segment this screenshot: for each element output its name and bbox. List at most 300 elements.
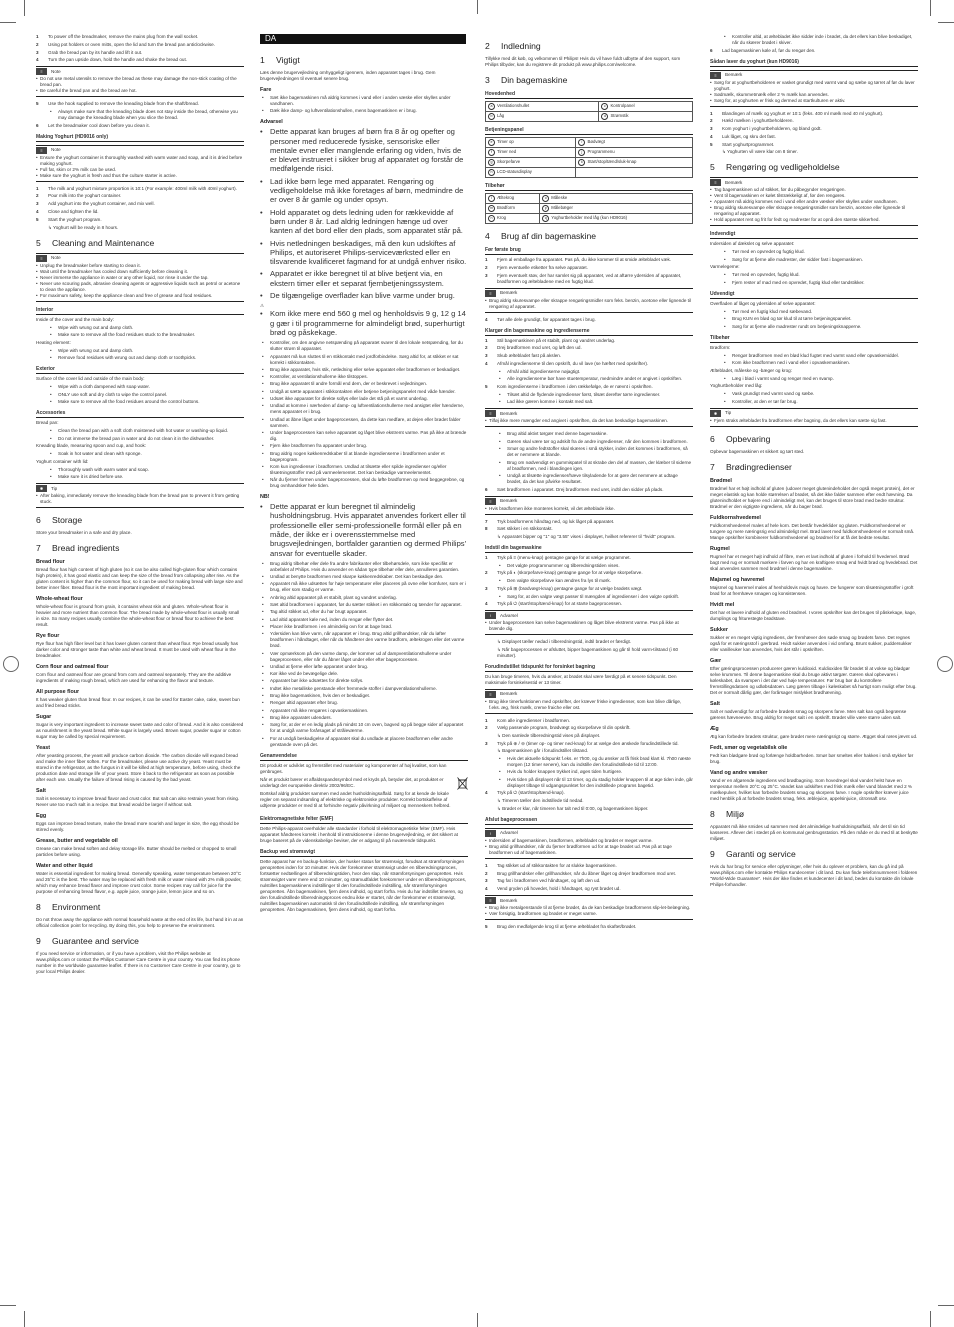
- part-name: Programmenu: [587, 149, 615, 154]
- note-item: • Sørg for at yoghurtbeholderen er vasket grundigt med varmt vand og sæbe og tørret af før du laver yoghurt.: [710, 80, 918, 92]
- step-number: 3: [36, 49, 39, 55]
- paragraph: Heating element:: [36, 339, 71, 345]
- arrow-icon: ↳: [497, 798, 503, 804]
- bullet-item: • Make sure to remove all the food residues stuck to the breadmaker.: [36, 332, 244, 338]
- part-name: Skorpefarve: [497, 159, 521, 164]
- step-number: 4: [485, 886, 488, 892]
- bullet-item: • Vær opmærksom på den varme damp, der kommer ud af dampventilationshullerne under bageprocessen, eller når du åbner låget under eller efter bageprocessen.: [260, 651, 468, 663]
- bullet-item: • Sørg for at fjerne alle madrester rundt om betjeningsknapperne.: [710, 324, 918, 330]
- step-number: 6: [36, 122, 39, 128]
- ingredient-text: Sukker er en meget vigtig ingrediens, der fremhæver den søde smag og brødets farve. Det regnes også for et næringsstof i gærbrød. Hvidt sukker anvendes i vid omfang. Brunt sukker, puddersukker eller vanilleuker kan anvendes, hvis det står i opskriften.: [710, 634, 912, 652]
- ingredient-heading: Rye flour: [36, 633, 60, 640]
- note-icon: ≡: [36, 68, 47, 75]
- part-name: Æltekrog: [497, 195, 515, 200]
- part-name: Måleske: [551, 195, 568, 200]
- step-number: 3: [710, 126, 713, 132]
- note-item: • Sødmælk, skummetmælk eller 2 % mælk kan anvendes.: [710, 92, 918, 98]
- section-heading-text: Guarantee and service: [52, 936, 139, 947]
- step-text: Brug den medfølgende krog til at fjerne æltebladet fra skaftet/brødet.: [497, 924, 637, 930]
- english-column: [36, 34, 244, 977]
- note-item: • Be careful the bread pan and the bread are hot.: [36, 88, 244, 94]
- note-item: • Apparatet må aldrig kommes ned i vand eller andre væsker eller skylles under vandhanen.: [710, 199, 918, 205]
- bullet-item: • Remove food residues with wrung out and damp cloth or toothpicks.: [36, 355, 244, 361]
- parts-table: [485, 193, 693, 224]
- section-heading-text: Din bagemaskine: [501, 75, 568, 85]
- step-text: Close and tighten the lid.: [48, 209, 99, 215]
- note-icon: ≡: [710, 72, 721, 79]
- arrow-icon: ↳: [497, 805, 503, 811]
- result-text: Når bageprocessen er afsluttet, bipper bagemaskinen og går til hold varm-tilstand (i 60 minutter).: [497, 646, 679, 658]
- bullet-item: • Rengør altid apparatet efter brug.: [260, 700, 468, 706]
- step-number: 4: [485, 360, 488, 366]
- bullet-item: • Brug KUN en blød og tør klud til at tørre betjeningspanelet.: [710, 316, 918, 322]
- bullet-item: • Fjern ikke brødformen fra apparatet under brug.: [260, 443, 468, 449]
- yoghurt-heading: Sådan laver du yoghurt (kun HD9016): [710, 59, 918, 67]
- part-name: Krog: [497, 215, 507, 220]
- section-heading-number: 4: [485, 231, 490, 241]
- step-number: 6: [710, 47, 713, 53]
- paragraph: Æltebladet, måleske og -bæger og krog:: [710, 367, 792, 373]
- section-heading: Hovedenhed: [485, 91, 693, 99]
- step-text: Tryk på ⊕ / ⊖ (timer op- og timer ned-knap) for at vælge den ønskede forudindstillede tid.: [497, 740, 679, 746]
- note-box: [36, 145, 244, 182]
- bullet-item: • Alle ingredienserne bør have stuetemperatur, medmindre andet er angivet i opskriften.: [485, 376, 693, 382]
- parts-cell: [486, 194, 540, 204]
- recycling-heading: Genanvendelse: [260, 753, 468, 761]
- ingredient-text: Sugar is very important ingredient to increase sweet taste and color of bread. And it is also considered as nourishment in the yeast bread. White sugar is largely used. Brown sugar, powder sugar or cotton sugar may be called by special requirement.: [36, 722, 244, 740]
- note-item: • Ensure the yoghurt container is thoroughly washed with warm water and soap, and it is dried before making yoghurt.: [36, 155, 244, 167]
- note-box: [710, 177, 918, 226]
- note-item: • Vær forsigtig, brødformen og brødet er meget varme.: [485, 911, 693, 917]
- step-number: 1: [485, 717, 488, 723]
- ingredient-text: Salt is necessary to improve bread flavor and crust color. But salt can also restrain yeast from rising. Never use too much salt in a recipe. But bread would be larger if without salt.: [36, 796, 240, 808]
- bullet-item: • ONLY use soft and dry cloth to wipe the control panel.: [36, 392, 244, 398]
- section-heading-text: Indledning: [501, 41, 541, 51]
- bullet-item: • For at undgå beskadigelse af apparatet skal du undlade at placere brødformen eller andre genstande oven på det.: [260, 736, 468, 748]
- parts-cell: [486, 204, 540, 214]
- crop-mark: [0, 22, 16, 23]
- step-number: 2: [485, 570, 488, 576]
- ingredient-heading: Fedt, smør og vegetabilsk olie: [710, 744, 788, 751]
- note-item: • Brug aldrig skuresvampe eller skrappe rengøringsmidler som feks. benzin, acetone eller lignende til rengøring af apparatet.: [485, 298, 693, 310]
- part-letter: q: [542, 215, 549, 222]
- numbered-step: [485, 886, 693, 892]
- part-letter: o: [542, 195, 549, 202]
- part-letter: f: [488, 149, 495, 156]
- paragraph: Indersiden af dækslet og selve apparatet:: [710, 241, 795, 247]
- bullet-item: • Gæren skal være tør og adskilt fra de andre ingredienser, når den kommes i brødformen.: [485, 439, 693, 445]
- numbered-step: [710, 126, 918, 132]
- bullet-item: • Hvis det aktuelle tidspunkt f.eks. er 7h00, og du ønsker at få frisk brød klart kl. 7h00 næste morgen (12 timer senere), kan du indstille den forudindstillede tid til 12:00.: [485, 756, 693, 768]
- ingredient-text: Det har et lavere indhold af gluten end brødmel. I vores opskrifter kan det bruges til påskekage, kage, dumplings og friturestegte brødstave.: [710, 609, 917, 621]
- paragraph: Opbevar bagemaskinen et sikkert og tørt sted.: [710, 448, 805, 454]
- numbered-step: [485, 353, 693, 359]
- part-name: Timer ned: [497, 149, 517, 154]
- bullet-item: • Wipe with a cloth dampened with soap water.: [36, 384, 244, 390]
- step-number: 4: [485, 790, 488, 796]
- bullet-item: • Lad altid apparatet køle ned, inden du rengør eller flytter det.: [260, 617, 468, 623]
- step-number: 6: [485, 486, 488, 492]
- section-heading: Klargør din bagemaskine og ingredienserne: [485, 328, 693, 336]
- step-text: Hæld mælken i yoghurtbeholderen.: [722, 118, 794, 124]
- note-item: • Tilføj ikke mere mængder end angivet i opskriften, da det kan beskadige bagemaskinen.: [485, 418, 693, 424]
- ingredient-text: Fuldkornshvedemel males af hele korn. Det består hvedeklider og gluten. Fuldkornshvedemel er tungere og mere næringsrig end almindeligt mel. Brød lavet med fuldkornshvedemel er normalt små. Mange opskrifter kombinerer fuldkornshvedemel og brødmel for at få det bedste resultat.: [710, 522, 915, 540]
- note-header: [710, 72, 918, 79]
- result-text: Displayet tæller nedad i tilberedningstid, indtil brødet er færdigt.: [502, 639, 632, 645]
- parts-table: [485, 137, 693, 178]
- section-heading: [36, 238, 244, 249]
- bullet-item: • Do not immerse the bread pan in water and do not clean it in the dishwasher.: [36, 436, 244, 442]
- numbered-step: [485, 924, 693, 930]
- note-item: • Never immerse the appliance in water or any other liquid, nor rinse it under the tap.: [36, 275, 244, 281]
- note-item: • Unplug the breadmaker before starting to clean it.: [36, 263, 244, 269]
- bullet-item: • Hold apparatet og dets ledning uden for rækkevidde af børn under 8 år. Lad aldrig ledningen hænge ud over kanten af det bord eller den plads, som apparatet står på.: [260, 208, 468, 236]
- ingredient-text: Corn flour and oatmeal flour are ground from corn and oatmeal separately. They are the additive ingredients of making rough bread, which are used for enhancing the flavor and texture.: [36, 672, 232, 684]
- bullet-item: • Hvis netledningen beskadiges, må den kun udskiftes af Philips, et autoriseret Philips-serviceværksted eller en tilsvarende kvalificeret fagmand for at undgå enhver risiko.: [260, 239, 468, 267]
- paragraph: Hvis du har brug for service eller oplysninger, eller hvis du oplever et problem, kan du gå ind på www.philips.com eller kontakte Philips Kundecenter i dit land. Du kan finde telefonnummeret i folderen "World-Wide Guarantee". Hvis der ikke findes et kundecenter i dit land, bedes du kontakte din lokale Philips-forhandler.: [710, 863, 918, 887]
- note-header: [36, 485, 244, 492]
- numbered-step: [485, 570, 693, 576]
- paragraph: Tillykke med dit køb, og velkommen til Philips! Hvis du vil have fuldt udbytte af den support, som Philips tilbyder, kan du registrere dit produkt på www.philips.com/welcome.: [485, 56, 681, 67]
- numbered-step: [485, 338, 693, 344]
- parts-cell: [576, 148, 693, 158]
- bullet-item: • Hvis du holder knappen trykket ind, øges tiden hurtigere.: [485, 769, 693, 775]
- note-item: • Tag bagemaskinen ud af stikket, før du påbegynder rengøringen.: [710, 187, 918, 193]
- section-heading: Forudindstillet tidspunkt for forsinket bagning: [485, 664, 693, 672]
- crop-mark: [938, 1305, 954, 1306]
- section-heading: Afslut bageprocessen: [485, 817, 693, 825]
- note-header: [710, 410, 918, 417]
- section-heading-number: 6: [710, 433, 715, 444]
- note-item: • Never use scouring pads, abrasive cleaning agents or aggressive liquids such as petrol or acetone to clean the appliance.: [36, 281, 244, 293]
- result-text: Den samlede tilberedningstid vises på displayet.: [502, 733, 601, 739]
- parts-cell: [486, 148, 576, 158]
- arrow-icon: ↳: [48, 224, 54, 230]
- note-box: [485, 610, 693, 635]
- crossed-bin-icon: [457, 777, 468, 790]
- note-item: • Full fat, skim or 2% milk can be used.: [36, 167, 244, 173]
- parts-cell: [486, 158, 576, 168]
- numbered-step: [710, 48, 918, 54]
- parts-cell: [540, 214, 693, 224]
- section-heading: Exterior: [36, 366, 244, 374]
- bullet-item: • Under bageprocessen kan selve apparatet og låget blive ekstremt varme. Pas på ikke at brænde dig.: [260, 430, 468, 442]
- note-icon: ≡: [485, 410, 496, 417]
- section-heading: [710, 809, 918, 820]
- note-item: • Wait until the breadmaker has cooled down sufficiently before cleaning it.: [36, 269, 244, 275]
- step-text: Tag stikket ud af stikkontakten for at slukke bagemaskinen.: [497, 862, 617, 868]
- numbered-step: [485, 519, 693, 525]
- step-text: Brug grillhandsker eller grillhandsker, når du åbner låget og drejer brødformen mod uret.: [497, 870, 676, 876]
- bullet-item: • Apparatet må kun sluttes til en stikkontakt med jordforbindelse. Sørg altid for, at stikket er sat korrekt i stikkontakten.: [260, 354, 468, 366]
- step-number: 3: [485, 353, 488, 359]
- result-line: [485, 798, 693, 804]
- step-text: Lad bagemaskinen køle af, før du rengør den.: [722, 47, 816, 53]
- numbered-step: [36, 123, 244, 129]
- section-heading-number: 7: [710, 461, 715, 472]
- bullet-item: • Tør med en fugtig klud med sæbevand.: [710, 309, 918, 315]
- bullet-item: • Ydersiden kan blive varm, når apparatet er i brug. Brug altid grillhandsker, når du løfter brødformen i håndtaget, eller når du håndterer den varme brødform, æltekrogen eller det varme brød.: [260, 631, 468, 649]
- section-heading-text: Bread ingredients: [52, 543, 120, 554]
- section-heading-number: 8: [36, 902, 41, 913]
- part-letter: j: [578, 149, 585, 156]
- note-item: • Hvis brødformen ikke monteres korrekt, vil det ælteblade ikke.: [485, 506, 693, 512]
- paragraph: Surface of the cover lid and outside of the main body:: [36, 376, 145, 382]
- bullet-item: • Smør og andre fedtstoffer skal skæres i små stykker, inden det kommes i brødformen, så det er nemmere at blande.: [485, 446, 693, 458]
- section-heading-text: Garanti og service: [726, 848, 796, 859]
- step-number: 1: [485, 337, 488, 343]
- note-item: • Make sure the yoghurt is fresh and thus the culture starter is active.: [36, 173, 244, 179]
- paragraph: Brødform:: [710, 344, 731, 350]
- warning-icon: !: [485, 612, 496, 619]
- step-number: 3: [485, 272, 488, 278]
- step-number: 2: [485, 264, 488, 270]
- step-text: Afmål ingredienserne til den opskrift, du vil lave (se hæftet med opskrifter).: [497, 360, 649, 366]
- parts-cell: [486, 138, 576, 148]
- step-number: 1: [36, 34, 39, 39]
- caution-heading: NB!: [260, 494, 270, 501]
- part-letter: k: [578, 159, 585, 166]
- step-text: Using pot holders or oven mitts, open the lid and turn the bread pan anticlockwise.: [48, 41, 216, 47]
- step-text: To power off the breadmaker, remove the mains plug from the wall socket.: [48, 34, 199, 39]
- ingredient-heading: Majsmel og havremel: [710, 576, 765, 583]
- step-number: 2: [485, 725, 488, 731]
- danish-column-2: [485, 34, 693, 932]
- part-letter: b: [488, 113, 495, 120]
- section-heading: [710, 434, 918, 445]
- part-letter: h: [488, 169, 495, 176]
- note-label: Bemærk: [500, 897, 518, 903]
- step-number: 4: [36, 209, 39, 215]
- result-line: [485, 748, 693, 754]
- parts-cell: [540, 204, 693, 214]
- paragraph: Yoghurt container with lid:: [36, 458, 89, 464]
- section-heading-number: 9: [36, 936, 41, 947]
- parts-cell: [599, 102, 693, 112]
- note-header: [485, 498, 693, 505]
- note-item: • Brug ikke metalgenstande til at fjerne brødet, da de kan beskadige brødformens slip-let-belægning.: [485, 905, 693, 911]
- step-text: Kom alle ingredienser i brødformen.: [497, 717, 571, 723]
- note-box: [485, 828, 693, 859]
- recycling-text: [260, 777, 453, 811]
- ingredient-heading: Sugar: [36, 714, 52, 721]
- step-number: 2: [36, 193, 39, 199]
- ingredient-heading: Æg: [710, 725, 719, 732]
- section-heading: [36, 902, 244, 913]
- warning-heading: Advarsel: [260, 119, 283, 126]
- step-text: Vend gryden på hovedet, hold i håndtaget, og ryst brødet ud.: [497, 886, 621, 892]
- part-name: Låg: [497, 113, 505, 118]
- bullet-item: • Make sure it is dried before use.: [36, 474, 244, 480]
- note-box: [710, 70, 918, 107]
- bullet-item: • Lad ikke gæren komme i kontakt med salt.: [485, 399, 693, 405]
- bullet-item: • Lad ikke børn lege med apparatet. Rengøring og vedligeholdelse må ikke foretages af børn, medmindre de er over 8 år gamle og under opsyn.: [260, 177, 468, 205]
- numbered-step: [485, 555, 693, 561]
- bullet-item: • Brug ikke apparatet udendørs.: [260, 715, 468, 721]
- bullet-item: • Apparatet bør ikke udsættes for direkte sollys.: [260, 678, 468, 684]
- bullet-item: • Clean the bread pan with a soft cloth moistened with hot water or washing-up liquid.: [36, 428, 244, 434]
- numbered-step: [485, 601, 693, 607]
- bullet-item: • Det valgte programnummer og tilberedningstiden vises.: [485, 563, 693, 569]
- numbered-step: [485, 718, 693, 724]
- ingredient-heading: Yeast: [36, 745, 51, 752]
- note-header: [36, 255, 244, 262]
- ingredient-heading: Vand og andre væsker: [710, 769, 768, 776]
- bullet-item: • Sæt ikke bagemaskinen må aldrig kommes i vand eller i anden væske eller skylles under vandhanen.: [260, 95, 468, 107]
- bullet-item: • Tør med en opvredet, fugtig klud.: [710, 272, 918, 278]
- parts-cell: [540, 194, 693, 204]
- bullet-item: • Placer ikke brødformen i en almindelig ovn for at bage brød.: [260, 624, 468, 630]
- ingredient-text: Grease can make bread soften and delay storage life. Butter should be melted or chopped to small particles before using.: [36, 846, 237, 858]
- step-text: Stil bagemaskinen på et stabilt, plant og vandret underlag.: [497, 337, 616, 343]
- part-letter: a: [488, 103, 495, 110]
- part-letter: i: [578, 139, 585, 146]
- parts-cell: [599, 112, 693, 122]
- section-heading: [485, 41, 693, 52]
- part-letter: e: [488, 139, 495, 146]
- numbered-step: [485, 361, 693, 367]
- section-heading-number: 5: [710, 162, 715, 173]
- section-heading: [485, 75, 693, 86]
- parts-table: [485, 101, 693, 122]
- step-number: 5: [36, 101, 39, 107]
- arrow-icon: ↳: [497, 733, 503, 739]
- note-item: • Indersiden af bagemaskinen, brødformen, æltebladet og brødet er meget varme.: [485, 838, 693, 844]
- section-heading-text: Brødingredienser: [726, 461, 792, 472]
- paragraph: Yoghurtbeholder med låg:: [710, 383, 763, 389]
- section-heading: [260, 55, 468, 66]
- part-letter: g: [488, 159, 495, 166]
- numbered-step: [485, 586, 693, 592]
- bullet-item: • Sørg for, at den valgte vægt passer til mængden af ingredienser i den valgte opskrift.: [485, 594, 693, 600]
- step-number: 4: [485, 316, 488, 322]
- numbered-step: [36, 57, 244, 63]
- numbered-step: [485, 273, 693, 285]
- ingredient-heading: Fuldkornshvedemel: [710, 514, 761, 521]
- bullet-item: • Thoroughly wash with warm water and soap.: [36, 467, 244, 473]
- result-line: [485, 733, 693, 739]
- numbered-step: [485, 384, 693, 390]
- bullet-item: • Når du fjerner formen under bageprocessen, skal du løfte brødformen op med beggegrebne, og brug ovnhandsker hele tiden.: [260, 477, 468, 489]
- numbered-step: [485, 863, 693, 869]
- note-header: [485, 410, 693, 417]
- bullet-item: • Brug aldrig tilbehør eller dele fra andre fabrikanter eller tilbehørsdele, som ikke specifikt er anbefalet af Philips. Hvis du anvender en sådan type tilbehør eller dele, annulleres garantien.: [260, 561, 468, 573]
- ingredient-heading: Salt: [710, 700, 720, 707]
- bullet-item: • Vask grundigt med varmt vand og sæbe.: [710, 391, 918, 397]
- parts-cell: [576, 158, 693, 168]
- bullet-item: • Kontroller, at ventilationshullerne ikke tilstoppes.: [260, 374, 468, 380]
- note-box: [485, 408, 693, 427]
- step-text: Kom ingredienserne i brødformen i den rækkefølge, de er nævnt i opskriften.: [497, 383, 653, 389]
- step-number: 3: [485, 585, 488, 591]
- warning-icon: !: [485, 830, 496, 837]
- numbered-step: [485, 265, 693, 271]
- step-text: Skub æltebladet fast på akslen.: [497, 353, 562, 359]
- ingredient-heading: Grease, butter and vegetable oil: [36, 838, 118, 845]
- note-header: [36, 147, 244, 154]
- note-icon: ≡: [485, 691, 496, 698]
- note-icon: ≡: [485, 290, 496, 297]
- step-number: 7: [485, 518, 488, 524]
- paragraph: Læs denne brugervejledning omhyggeligt igennem, inden apparatet tages i brug. Gem brugervejledningen til eventuel senere brug.: [260, 70, 436, 81]
- numbered-step: [36, 101, 244, 107]
- numbered-step: [485, 725, 693, 731]
- note-item: • Under bageprocessen kan selve bagemaskinen og låget blive ekstremt varme. Pas på ikke at brænde dig.: [485, 620, 693, 632]
- step-number: 2: [710, 118, 713, 124]
- section-heading: Udvendigt: [710, 291, 918, 299]
- step-text: Tryk på ⏻ (start/stop/tænd-knap).: [497, 790, 565, 796]
- recycling-block: [260, 777, 468, 811]
- ingredient-text: Efter gæringsprocessen producerer gæren kuldioxid. Kuldioxiden får brødet til at vokse og blødgør selve krummen. Til denne bagemaskine skal du bruge aktivt tørgær. Gæren skal opbevares i køleskabet, da svampen i det dør ved høje temperaturer. Før brug bør du kontrollere fremstillingsdatoen og udløbsdatoen. Læg gæren tilbage i køleskabet så hurtigt som muligt efter brug. Det er normalt dårlig gær, der forårsager mislykket brødhævning.: [710, 665, 917, 695]
- note-label: Advarsel: [500, 830, 518, 836]
- numbered-step: [36, 217, 244, 223]
- step-text: Grab the bread pan by its handle and lift it out.: [48, 49, 143, 55]
- part-letter: m: [490, 206, 493, 210]
- arrow-icon: ↳: [497, 534, 502, 540]
- section-heading: Interior: [36, 307, 244, 315]
- step-text: Luk låget, og skru det fast.: [722, 133, 776, 139]
- bullet-item: • Brug ikke bagemaskinen, hvis den er beskadiget.: [260, 693, 468, 699]
- yoghurt-heading: Making Yoghurt (HD9016 only): [36, 134, 244, 142]
- numbered-step: [36, 209, 244, 215]
- part-letter: p: [542, 205, 549, 212]
- note-header: [485, 290, 693, 297]
- section-heading: [36, 543, 244, 554]
- section-heading-number: 5: [36, 237, 41, 248]
- ingredient-text: Majsmel og havremel males af henholdsvis majs og havre. De fungerer som tilsætningsstoffer i groft brød for at fremhæve smagen og konsistensen.: [710, 584, 914, 596]
- result-line: [710, 149, 918, 155]
- bullet-item: • Kontroller, om den angivne netspænding på apparatet svarer til den lokale netspænding, før du slutter strøm til apparatet.: [260, 340, 468, 352]
- bullet-item: • Apparatet er ikke beregnet til at blive betjent via, en ekstern timer eller et separat fjernbetjeningssystem.: [260, 269, 468, 288]
- numbered-step: [485, 345, 693, 351]
- bullet-item: • Den valgte skorpefarve kan ændres fra lys til mørk.: [485, 578, 693, 584]
- ingredient-heading: Sukker: [710, 626, 728, 633]
- section-heading: Tilbehør: [710, 335, 918, 343]
- bullet-item: • Wipe with wrung out and damp cloth.: [36, 325, 244, 331]
- bullet-item: • Sæt altid brødformen i apparatet, før du sætter stikket i en stikkontakt og tænder for apparatet.: [260, 602, 468, 608]
- ingredient-heading: All purpose flour: [36, 689, 80, 696]
- note-item: • Do not use metal utensils to remove the bread as these may damage the non-stick coating of the bread pan.: [36, 76, 244, 88]
- danish-column-3: [710, 34, 918, 890]
- bullet-item: • Sørg for, at der er en ledig plads på mindst 10 cm oven, bagved og på begge sider af apparatet for at undgå varme forårsaget af stråleværme.: [260, 722, 468, 734]
- parts-cell: [576, 168, 693, 178]
- step-number: 3: [485, 878, 488, 884]
- note-label: Advarsel: [500, 612, 518, 618]
- numbered-step: [36, 34, 244, 40]
- step-text: Tryk på ≡ (menu-knap) gentagne gange for at vælge programmet.: [497, 555, 631, 561]
- bullet-item: • Læg i blød i varmt vand og rengør med en svamp.: [710, 376, 918, 382]
- bullet-item: • Apparatet må ikke udsættes for høje temperaturer eller placeres på ovne eller komfurer, som er i brug, eller som stadig er varme.: [260, 581, 468, 593]
- result-text: Yoghurten vil være klar om 8 timer.: [727, 149, 798, 155]
- note-icon: ≡: [36, 255, 47, 262]
- step-number: 1: [36, 185, 39, 191]
- step-text: Start yoghurtprogrammet.: [722, 141, 775, 147]
- step-number: 2: [485, 345, 488, 351]
- section-heading-text: Opbevaring: [726, 433, 771, 444]
- note-item: • Vent til bagemaskinen er kølet tilstrækkeligt af, før den rengøres.: [710, 193, 918, 199]
- note-label: Note: [51, 255, 61, 261]
- bullet-item: • Brug ikke apparatet til andre formål end dem, der er beskrevet i vejledningen.: [260, 381, 468, 387]
- registration-mark: [937, 656, 953, 672]
- step-number: 1: [710, 110, 713, 116]
- ingredient-text: After yeasting process, the yeast will produce carbon dioxide. The carbon dioxide will expand bread and make the inner fiber soften. For the breadmaker, please use active dry yeast. Yeast must be stored in the refrigerator, as the fungus in it will be killed at high temperature, before using, check the production date and storage life of your yeast. Store it back to the refrigerator as soon as possible after each use. Usually the failure of bread rising is caused by the bad yeast.: [36, 753, 241, 783]
- ingredient-heading: Egg: [36, 813, 47, 820]
- bullet-item: • Brug ikke apparatet, hvis stik, netledning eller selve apparatet eller brødformen er beskadiget.: [260, 367, 468, 373]
- arrow-icon: ↳: [722, 149, 728, 155]
- bullet-item: • Hvis tiden på displayet når til 13 timer, og du stadig holder knappen til at øge tiden inde, går displayet tilbage til udgangspunktet for den indstillede programs bagetid.: [485, 777, 693, 789]
- bullet-item: • Kom ikke mere end 560 g mel og henholdsvis 9 g, 12 g 14 g gær i til programmerne for almindeligt brød, superhurtigt brød og påskekage.: [260, 309, 468, 337]
- bullet-item: • Afmål altid ingredienserne nøjagtigt.: [485, 369, 693, 375]
